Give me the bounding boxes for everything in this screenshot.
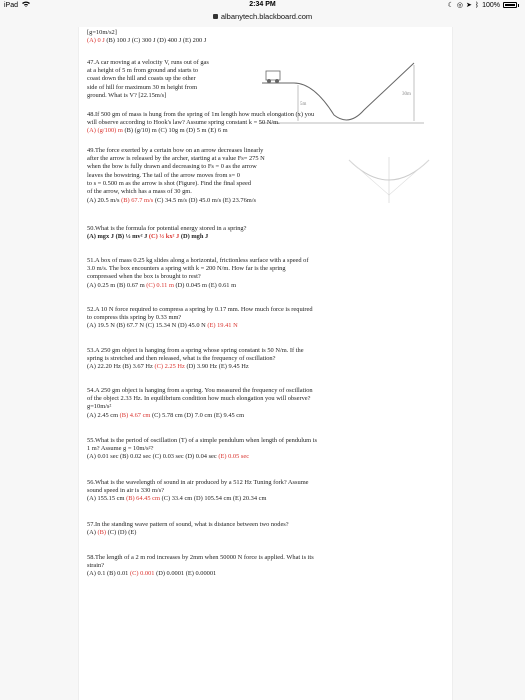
q49-line: after the arrow is released by the archer, starting at a value Fs= 275 N [87,155,265,163]
question-49 [87,147,337,196]
q58-opt-c: (C) 0.001 [129,570,155,578]
q53-opt-ab: (A) 22.20 Hz (B) 3.67 Hz [87,363,153,371]
url-text: albanytech.blackboard.com [220,12,313,21]
q58-opt-ab: (A) 0.1 (B) 0.01 [87,570,129,578]
q52-opt-rest: (A) 19.5 N (B) 67.7 N (C) 15.34 N (D) 45.0 N [87,322,206,330]
bluetooth-icon: ᛒ [474,1,480,9]
battery-icon [503,2,517,8]
q57-opt-a: (A) [87,529,96,537]
q53-opt-rest: (D) 3.90 Hz (E) 9.45 Hz [186,363,249,371]
q48-line: will observe according to Hook's law? Assume spring constant k = 50 N/m. [87,119,280,127]
lock-rotation-icon: ◎ [456,2,464,9]
q54-line: g=10m/s² [87,403,112,411]
location-icon: ➤ [466,2,472,9]
question-53 [87,347,442,372]
q48-opt-rest: (B) (g/10) m (C) 10g m (D) 5 m (E) 6 m [124,127,228,135]
q56-line: sound speed in air is 330 m/s? [87,487,165,495]
q51-opt-c: (C) 0.11 m [146,281,174,289]
q56-opt-rest: (C) 33.4 cm (D) 105.54 cm (E) 20.34 cm [161,495,267,503]
q49-line: leaves the bowstring. The tail of the arrow moves from s= 0 [87,171,240,179]
q55-opt-rest: (A) 0.01 sec (B) 0.02 sec (C) 0.03 sec (D) 0.04 sec [87,453,217,461]
car-icon [266,71,280,80]
q53-line: 53.A 250 gm object is hanging from a spring whose spring constant is 50 N/m. If the [87,347,304,354]
fig-label-5m: 5m [300,102,307,107]
question-56 [87,479,442,504]
q54-line: 54.A 250 gm object is hanging from a spring. You measured the frequency of oscillation [87,387,313,394]
q48-line: 48.If 500 gm of mass is hung from the spring of 1m length how much elongation (x) you [87,111,315,118]
q51-line: compressed when the box is brought to rest? [87,273,201,281]
q50-line: 50.What is the formula for potential energy stored in a spring? [87,225,247,232]
q54-opt-b: (B) 4.67 cm [119,411,151,419]
q55-line: 1 m? Assume g = 10m/s²? [87,445,154,453]
battery-percent: 100% [482,1,500,9]
document-page [78,27,453,700]
q46-opt-rest: (B) 100 J (C) 300 J (D) 400 J (E) 200 J [106,37,207,45]
q53-opt-c: (C) 2.25 Hz [154,363,185,371]
q56-options [87,495,442,503]
q51-opt-ab: (A) 0.25 m (B) 0.67 m [87,281,145,289]
q47-line: 47.A car moving at a velocity V, runs out of gas [87,59,209,66]
q49-opt-b: (B) 67.7 m/s [121,197,154,204]
question-50 [87,225,442,241]
device-name: iPad [4,1,19,9]
q52-opt-e: (E) 19.41 N [207,322,238,330]
q52-options [87,322,442,330]
q53-line: spring is stretched and then released, what is the frequency of oscillation? [87,355,276,363]
q47-line: at a height of 5 m from ground and starts to [87,67,199,75]
q58-line: 58.The length of a 2 m rod increases by 2mm when 50000 N force is applied. What is its [87,554,314,561]
q47-line: side of hill for maximum 30 m height from [87,83,198,91]
q49-opt-rest: (C) 34.5 m/s (D) 45.0 m/s (E) 23.76m/s [154,197,257,204]
question-51 [87,257,442,290]
fig-label-30m: 30m [402,92,411,97]
question-54 [87,387,442,420]
q55-options [87,453,442,461]
q55-line: 55.What is the period of oscillation (T) of a simple pendulum when length of pendulum is [87,437,318,444]
q48-options [87,127,442,135]
q52-line: 52.A 10 N force required to compress a spring by 0.17 mm. How much force is required [87,306,313,313]
q57-opt-rest: (C) (D) (E) [107,529,137,537]
question-58 [87,554,442,579]
q51-line: 3.0 m/s. The box encounters a spring with k = 200 N/m. How far is the spring [87,265,286,273]
q51-options [87,282,442,290]
q49-opt-a: (A) 20.5 m/s [87,197,120,204]
q49-line: 49.The force exerted by a certain bow on an arrow decreases linearly [87,147,264,154]
q47-line: ground. What is V? [22.15m/s] [87,91,167,99]
q58-options [87,570,442,578]
q58-opt-rest: (D) 0.0001 (E) 0.00001 [156,570,217,578]
q56-opt-b: (B) 64.45 cm [126,495,160,503]
status-right [448,1,519,9]
q56-opt-a: (A) 155.15 cm [87,495,125,503]
q49-line: when the bow is fully drawn and decreasing to Fs = 0 as the arrow [87,163,257,171]
q57-opt-b: (B) [97,529,107,537]
q46-opt-a: (A) 0 J [87,37,105,45]
q48-opt-a: (A) (g/100) m [87,127,123,135]
q57-options [87,529,442,537]
q51-opt-rest: (D) 0.045 m (E) 0.61 m [175,281,237,289]
q54-opt-a: (A) 2.45 cm [87,411,119,419]
question-52 [87,306,442,331]
status-bar [0,0,525,11]
question-55 [87,437,442,462]
q54-options [87,412,442,420]
q46-options [87,37,442,45]
q56-line: 56.What is the wavelength of sound in air produced by a 512 Hz Tuning fork? Assume [87,479,309,486]
q52-line: to compress this spring by 0.33 mm? [87,314,182,322]
status-time: 2:34 PM [249,1,276,8]
q50-options [87,233,442,241]
q50-opt-a: (A) mgx J (B) ½ mv² J [87,233,148,241]
q55-opt-e: (E) 0.05 sec [218,453,250,461]
q49-line: to s = 0.500 m as the arrow is shot (Figure). Find the final speed [87,179,252,187]
q50-opt-d: (D) mgh J [180,233,209,241]
question-48 [87,111,442,136]
q58-line: strain? [87,562,105,570]
question-57 [87,521,442,537]
lock-icon [213,14,218,19]
q54-line: of the object 2.33 Hz. In equilibrium condition how much elongation you will observe? [87,395,311,403]
q54-opt-rest: (C) 5.78 cm (D) 7.0 cm (E) 9.45 cm [152,411,245,419]
address-bar[interactable] [0,12,525,24]
moon-icon: ☾ [447,2,454,9]
question-46 [87,29,442,45]
bow-figure [334,155,439,205]
q46-given: [g=10m/s2] [87,29,117,36]
q51-line: 51.A box of mass 0.25 kg slides along a horizontal, frictionless surface with a speed of [87,257,309,264]
q57-line: 57.In the standing wave pattern of sound, what is distance between two nodes? [87,521,289,528]
q49-line: of the arrow, which has a mass of 30 gm. [87,188,192,196]
q50-opt-c: (C) ½ kx² J [148,233,180,241]
q53-options [87,363,442,371]
q47-line: coast down the hill and coasts up the other [87,75,196,83]
